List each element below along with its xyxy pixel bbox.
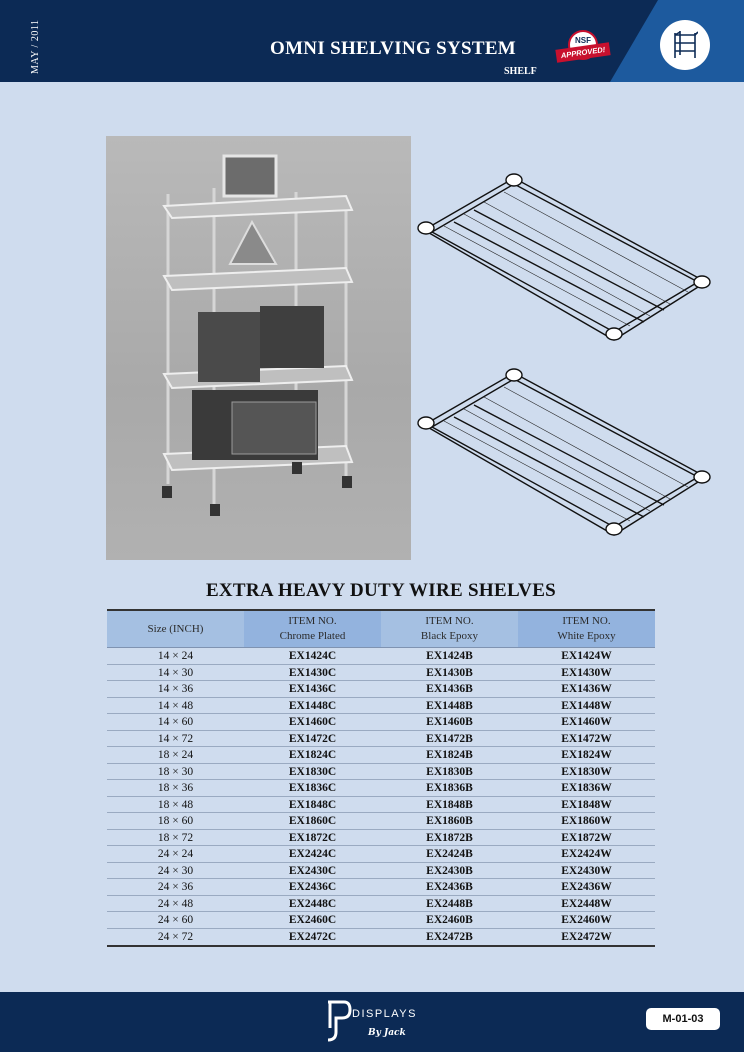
- size-cell: 14 × 72: [157, 732, 194, 745]
- item-number-cell: EX2460W: [561, 914, 612, 926]
- page-code: M-01-03: [646, 1008, 720, 1030]
- table-body: [107, 648, 655, 945]
- item-number-cell: EX1824C: [288, 749, 337, 761]
- displays-logo: [322, 998, 432, 1046]
- header-chrome-line2: Chrome Plated: [279, 630, 346, 642]
- header-black-line2: Black Epoxy: [420, 630, 479, 642]
- size-cell: 14 × 36: [157, 683, 194, 695]
- size-cell: 24 × 36: [157, 881, 194, 893]
- table-row: [107, 863, 655, 880]
- table-row: [107, 929, 655, 946]
- page-footer: [0, 992, 744, 1052]
- item-number-cell: EX2430B: [426, 864, 473, 877]
- size-cell: 18 × 36: [157, 782, 194, 794]
- item-number-cell: EX1448W: [561, 699, 612, 712]
- section-title: EXTRA HEAVY DUTY WIRE SHELVES: [205, 580, 557, 601]
- item-number-cell: EX1848W: [561, 798, 612, 811]
- page-title: OMNI SHELVING SYSTEM: [270, 38, 517, 59]
- item-number-cell: EX1824W: [561, 749, 612, 761]
- issue-date: MAY / 2011: [30, 19, 41, 74]
- item-number-cell: EX1430C: [288, 666, 337, 679]
- table-row: [107, 846, 655, 863]
- table-row: [107, 797, 655, 814]
- item-number-cell: EX2424C: [288, 848, 337, 860]
- item-number-cell: EX2472B: [426, 930, 473, 943]
- item-number-cell: EX1448C: [288, 699, 337, 712]
- item-number-cell: EX1860W: [561, 815, 612, 827]
- logo-by-text: By Jack: [368, 1028, 406, 1038]
- table-row: [107, 780, 655, 797]
- item-number-cell: EX1872C: [288, 831, 337, 844]
- table-row: [107, 665, 655, 682]
- item-number-cell: EX1448B: [426, 699, 473, 712]
- header-white-line1: ITEM NO.: [562, 615, 611, 627]
- item-number-cell: EX1424W: [561, 650, 612, 662]
- table-row: [107, 830, 655, 847]
- logo-word: DISPLAYS: [352, 1008, 417, 1020]
- item-number-cell: EX1872B: [426, 831, 473, 844]
- item-number-cell: EX1436B: [426, 683, 473, 695]
- item-number-cell: EX1472B: [426, 732, 473, 745]
- size-cell: 14 × 30: [157, 666, 194, 679]
- item-number-cell: EX1872W: [561, 831, 612, 844]
- item-number-cell: EX2424W: [561, 848, 612, 860]
- size-cell: 14 × 24: [157, 650, 194, 662]
- size-cell: 18 × 24: [157, 749, 194, 761]
- header-size-label: Size (INCH): [147, 622, 204, 635]
- item-number-cell: EX2448B: [426, 897, 473, 910]
- item-number-cell: EX1424B: [426, 650, 473, 662]
- item-number-cell: EX1836B: [426, 782, 473, 794]
- header-white: [518, 611, 655, 647]
- size-cell: 14 × 60: [157, 716, 194, 728]
- table-row: [107, 764, 655, 781]
- size-cell: 18 × 72: [157, 831, 194, 844]
- item-number-cell: EX1848B: [426, 798, 473, 811]
- item-number-cell: EX2436W: [561, 881, 612, 893]
- table-row: [107, 698, 655, 715]
- item-number-cell: EX1472W: [561, 732, 612, 745]
- item-number-cell: EX2436C: [288, 881, 337, 893]
- item-number-cell: EX2448W: [561, 897, 612, 910]
- item-number-cell: EX2424B: [426, 848, 473, 860]
- item-number-cell: EX1860B: [426, 815, 473, 827]
- size-cell: 24 × 72: [157, 930, 194, 943]
- size-cell: 18 × 60: [157, 815, 194, 827]
- wire-shelf-diagram-bottom: [414, 365, 714, 545]
- logo-mark-icon: [322, 998, 352, 1044]
- table-row: [107, 648, 655, 665]
- table-row: [107, 912, 655, 929]
- size-cell: 18 × 30: [157, 765, 194, 778]
- table-row: [107, 813, 655, 830]
- item-number-cell: EX1460W: [561, 716, 612, 728]
- header-size: [107, 611, 244, 647]
- item-number-cell: EX1424C: [288, 650, 337, 662]
- item-number-cell: EX1436C: [288, 683, 337, 695]
- item-number-cell: EX1836C: [288, 782, 337, 794]
- item-number-cell: EX1436W: [561, 683, 612, 695]
- size-cell: 24 × 48: [157, 897, 194, 910]
- size-cell: 14 × 48: [157, 699, 194, 712]
- table-row: [107, 681, 655, 698]
- item-number-cell: EX1830B: [426, 765, 473, 778]
- size-cell: 18 × 48: [157, 798, 194, 811]
- header-white-line2: White Epoxy: [557, 630, 616, 642]
- header-chrome: [244, 611, 381, 647]
- nsf-badge-text: NSF: [575, 36, 591, 45]
- header-chrome-line1: ITEM NO.: [288, 615, 337, 627]
- size-cell: 24 × 60: [157, 914, 194, 926]
- item-number-cell: EX2448C: [288, 897, 337, 910]
- item-number-cell: EX1830C: [288, 765, 337, 778]
- table-row: [107, 731, 655, 748]
- size-cell: 24 × 24: [157, 848, 194, 860]
- wire-shelf-diagram-top: [414, 170, 714, 350]
- page-subtitle: SHELF: [504, 66, 537, 77]
- table-row: [107, 879, 655, 896]
- size-cell: 24 × 30: [157, 864, 194, 877]
- item-number-cell: EX2472W: [561, 930, 612, 943]
- item-number-cell: EX1430B: [426, 666, 473, 679]
- item-number-cell: EX2460B: [426, 914, 473, 926]
- item-number-cell: EX1824B: [426, 749, 473, 761]
- item-number-cell: EX2460C: [288, 914, 337, 926]
- shelving-unit-icon: [660, 20, 710, 70]
- chrome-shelving-unit-photo: [106, 136, 411, 560]
- item-number-cell: EX2430W: [561, 864, 612, 877]
- table-header-row: [107, 611, 655, 648]
- item-number-cell: EX2430C: [288, 864, 337, 877]
- header-black: [381, 611, 518, 647]
- item-number-cell: EX2436B: [426, 881, 473, 893]
- item-number-cell: EX1460B: [426, 716, 473, 728]
- item-number-cell: EX2472C: [288, 930, 337, 943]
- table-row: [107, 747, 655, 764]
- item-number-cell: EX1860C: [288, 815, 337, 827]
- item-number-cell: EX1830W: [561, 765, 612, 778]
- table-row: [107, 714, 655, 731]
- item-number-cell: EX1472C: [288, 732, 337, 745]
- header-black-line1: ITEM NO.: [425, 615, 474, 627]
- nsf-approved-badge: [556, 30, 610, 66]
- item-number-cell: EX1848C: [288, 798, 337, 811]
- page-header: [0, 0, 744, 82]
- table-row: [107, 896, 655, 913]
- nsf-badge-ribbon: APPROVED!: [555, 42, 610, 62]
- shelf-item-table: [107, 609, 655, 947]
- item-number-cell: EX1430W: [561, 666, 612, 679]
- item-number-cell: EX1460C: [288, 716, 337, 728]
- item-number-cell: EX1836W: [561, 782, 612, 794]
